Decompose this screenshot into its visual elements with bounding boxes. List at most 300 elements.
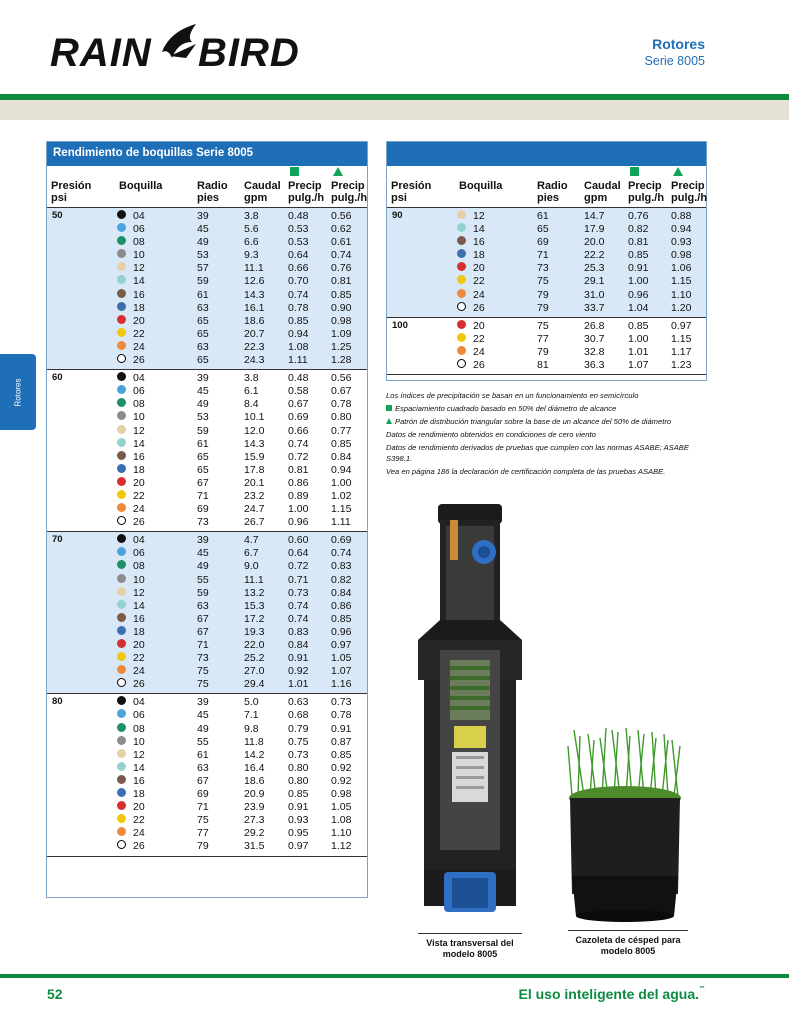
- cell-radius: 59: [197, 424, 209, 437]
- cell-radius: 75: [197, 814, 209, 827]
- cell-precip-triangle: 0.67: [331, 385, 352, 398]
- cell-nozzle: 12: [473, 210, 485, 222]
- header-radio: Radio pies: [537, 180, 568, 204]
- table-row: [47, 723, 367, 736]
- cell-radius: 53: [197, 411, 209, 424]
- nozzle-color-icon: [117, 451, 126, 460]
- nozzle-color-icon: [457, 249, 466, 258]
- cell-nozzle: 20: [473, 319, 485, 332]
- cell-radius: 39: [197, 696, 209, 709]
- table-row: [47, 464, 367, 477]
- cell-flow: 3.8: [244, 210, 259, 222]
- cell-flow: 32.8: [584, 345, 605, 358]
- table-row: [47, 709, 367, 722]
- cell-precip-triangle: 0.69: [331, 534, 352, 547]
- cell-nozzle: 18: [133, 301, 145, 314]
- cell-radius: 65: [537, 223, 549, 236]
- cell-precip-triangle: 0.62: [331, 223, 352, 236]
- triangle-spacing-icon: [673, 167, 683, 176]
- header-band: [0, 100, 789, 120]
- cell-nozzle: 16: [133, 612, 145, 625]
- cell-precip-triangle: 0.76: [331, 262, 352, 275]
- cell-precip-square: 0.66: [288, 262, 309, 275]
- note: Espaciamiento cuadrado basado en 50% del diámetro de alcance: [386, 403, 716, 414]
- cell-radius: 67: [197, 612, 209, 625]
- table-row: [47, 354, 367, 367]
- cell-precip-triangle: 1.05: [331, 801, 352, 814]
- header-precip-square: Precip pulg./h: [288, 180, 325, 204]
- cell-radius: 77: [197, 827, 209, 840]
- nozzle-color-icon: [117, 613, 126, 622]
- cell-flow: 26.8: [584, 319, 605, 332]
- table-row: [47, 547, 367, 560]
- cell-radius: 79: [537, 288, 549, 301]
- pressure-label: 70: [52, 534, 63, 546]
- cell-precip-square: 0.73: [288, 586, 309, 599]
- cell-flow: 11.1: [244, 262, 264, 275]
- table-row: [47, 477, 367, 490]
- cell-precip-triangle: 0.56: [331, 372, 352, 385]
- cell-flow: 27.3: [244, 814, 265, 827]
- cell-nozzle: 20: [133, 476, 145, 489]
- cell-precip-square: 0.69: [288, 411, 309, 424]
- pressure-group: [387, 208, 706, 318]
- cell-precip-triangle: 0.97: [671, 319, 692, 332]
- header-boquilla: Boquilla: [119, 180, 163, 192]
- table-row: [387, 346, 706, 359]
- cell-nozzle: 04: [133, 534, 145, 547]
- cell-flow: 22.0: [244, 639, 265, 651]
- cell-flow: 3.8: [244, 372, 259, 385]
- nozzle-color-icon: [117, 398, 126, 407]
- cell-precip-triangle: 0.77: [331, 424, 352, 437]
- footer-rule: [0, 974, 789, 978]
- table-row: [47, 262, 367, 275]
- table-row: [47, 289, 367, 302]
- cell-nozzle: 24: [133, 340, 145, 353]
- table-row: [387, 275, 706, 288]
- section-title: Rotores: [652, 36, 705, 52]
- nozzle-color-icon: [457, 289, 466, 298]
- cell-radius: 63: [197, 301, 209, 314]
- cell-flow: 14.2: [244, 748, 265, 761]
- cell-precip-triangle: 0.82: [331, 573, 352, 586]
- nozzle-color-icon: [117, 438, 126, 447]
- cell-precip-triangle: 0.94: [331, 463, 352, 476]
- nozzle-color-icon: [117, 678, 126, 687]
- table-row: [387, 302, 706, 315]
- cell-precip-triangle: 0.85: [331, 437, 352, 450]
- table-row: [387, 236, 706, 249]
- cell-precip-triangle: 0.87: [331, 735, 352, 748]
- nozzle-color-icon: [117, 600, 126, 609]
- cell-precip-square: 0.83: [288, 625, 309, 638]
- table-row: [47, 315, 367, 328]
- cell-flow: 15.3: [244, 599, 265, 612]
- cell-flow: 8.4: [244, 398, 259, 411]
- nozzle-table-right: [386, 141, 707, 381]
- cell-precip-triangle: 0.90: [331, 301, 352, 314]
- nozzle-color-icon: [117, 275, 126, 284]
- cell-nozzle: 24: [133, 503, 145, 516]
- nozzle-color-icon: [117, 289, 126, 298]
- cell-nozzle: 18: [473, 249, 485, 262]
- cell-flow: 4.7: [244, 534, 259, 547]
- cell-radius: 49: [197, 722, 209, 735]
- nozzle-color-icon: [117, 328, 126, 337]
- cell-radius: 45: [197, 385, 209, 398]
- cell-precip-triangle: 0.74: [331, 249, 352, 262]
- table-row: [47, 762, 367, 775]
- cell-radius: 75: [197, 665, 209, 678]
- cell-flow: 14.3: [244, 288, 265, 301]
- nozzle-color-icon: [117, 639, 126, 648]
- cell-precip-square: 0.64: [288, 249, 309, 262]
- cell-precip-triangle: 0.84: [331, 586, 352, 599]
- cell-precip-triangle: 1.10: [331, 827, 352, 840]
- cell-radius: 73: [537, 262, 549, 275]
- pressure-group: [47, 694, 367, 856]
- cell-precip-square: 0.73: [288, 748, 309, 761]
- table-row: [47, 534, 367, 547]
- cell-precip-square: 0.53: [288, 223, 309, 236]
- cell-radius: 61: [197, 288, 209, 301]
- cell-flow: 9.0: [244, 560, 259, 573]
- cell-nozzle: 04: [133, 210, 145, 222]
- cell-flow: 6.7: [244, 547, 259, 560]
- cell-radius: 67: [197, 774, 209, 787]
- footer-slogan: El uso inteligente del agua.™: [518, 986, 705, 1002]
- nozzle-color-icon: [457, 346, 466, 355]
- cell-radius: 59: [197, 586, 209, 599]
- cell-radius: 39: [197, 372, 209, 385]
- cell-nozzle: 26: [473, 301, 485, 314]
- cell-precip-triangle: 1.11: [331, 516, 351, 529]
- table-row: [47, 696, 367, 709]
- cell-radius: 49: [197, 398, 209, 411]
- cell-precip-square: 0.89: [288, 489, 309, 502]
- nozzle-color-icon: [117, 827, 126, 836]
- pressure-label: 90: [392, 210, 403, 221]
- cell-flow: 30.7: [584, 332, 605, 345]
- cell-nozzle: 10: [133, 573, 145, 586]
- cell-radius: 73: [197, 516, 209, 529]
- cell-flow: 19.3: [244, 625, 265, 638]
- side-tab[interactable]: Rotores: [0, 354, 36, 430]
- header-precip-triangle: Precip pulg./h: [671, 180, 708, 204]
- nozzle-color-icon: [117, 262, 126, 271]
- square-spacing-icon: [290, 167, 299, 176]
- nozzle-color-icon: [117, 425, 126, 434]
- table-row: [47, 626, 367, 639]
- pressure-label: 80: [52, 696, 63, 708]
- cell-radius: 39: [197, 210, 209, 222]
- cell-nozzle: 22: [473, 275, 485, 288]
- cell-nozzle: 26: [133, 840, 145, 853]
- cell-precip-triangle: 1.09: [331, 327, 352, 340]
- cell-radius: 75: [537, 275, 549, 288]
- nozzle-color-icon: [457, 223, 466, 232]
- cell-precip-triangle: 1.23: [671, 359, 692, 372]
- cell-radius: 39: [197, 534, 209, 547]
- table-row: [47, 678, 367, 691]
- nozzle-color-icon: [457, 262, 466, 271]
- cell-precip-triangle: 1.10: [671, 288, 692, 301]
- cell-radius: 65: [197, 450, 209, 463]
- table-row: [47, 665, 367, 678]
- table-row: [387, 359, 706, 372]
- cell-radius: 55: [197, 735, 209, 748]
- cell-flow: 33.7: [584, 301, 605, 314]
- table-row: [387, 333, 706, 346]
- table-notes: [386, 390, 716, 479]
- cell-precip-square: 0.84: [288, 639, 309, 651]
- cell-precip-square: 0.74: [288, 437, 309, 450]
- cell-precip-square: 1.08: [288, 340, 309, 353]
- nozzle-color-icon: [457, 210, 466, 219]
- square-marker-icon: [386, 405, 392, 411]
- cell-flow: 15.9: [244, 450, 265, 463]
- cell-flow: 29.2: [244, 827, 265, 840]
- cell-precip-triangle: 0.73: [331, 696, 352, 709]
- cell-precip-square: 0.93: [288, 814, 309, 827]
- cell-nozzle: 12: [133, 262, 145, 275]
- nozzle-color-icon: [117, 477, 126, 486]
- cell-precip-triangle: 1.17: [671, 345, 692, 358]
- nozzle-color-icon: [117, 762, 126, 771]
- cell-nozzle: 10: [133, 411, 145, 424]
- nozzle-color-icon: [117, 236, 126, 245]
- cell-flow: 7.1: [244, 709, 259, 722]
- cell-radius: 49: [197, 236, 209, 249]
- rotor-caption: Vista transversal del modelo 8005: [418, 933, 522, 960]
- cell-precip-square: 0.94: [288, 327, 309, 340]
- cell-nozzle: 08: [133, 236, 145, 249]
- cell-radius: 71: [197, 489, 209, 502]
- cell-precip-square: 0.85: [288, 788, 309, 801]
- cell-nozzle: 22: [473, 332, 485, 345]
- nozzle-color-icon: [117, 341, 126, 350]
- cell-precip-square: 1.00: [628, 275, 649, 288]
- cell-precip-triangle: 1.15: [671, 275, 692, 288]
- nozzle-color-icon: [117, 223, 126, 232]
- cell-flow: 25.2: [244, 652, 265, 665]
- table-row: [47, 736, 367, 749]
- cell-precip-square: 0.91: [628, 262, 649, 275]
- table-row: [47, 210, 367, 223]
- nozzle-color-icon: [117, 665, 126, 674]
- cell-precip-square: 0.70: [288, 275, 309, 288]
- header-boquilla: Boquilla: [459, 180, 503, 192]
- cell-precip-square: 0.75: [288, 735, 309, 748]
- pressure-label: 100: [392, 319, 408, 331]
- cell-precip-square: 0.64: [288, 547, 309, 560]
- nozzle-color-icon: [117, 210, 126, 219]
- cell-radius: 75: [537, 319, 549, 332]
- table-row: [47, 587, 367, 600]
- cell-radius: 73: [197, 652, 209, 665]
- cell-precip-square: 0.58: [288, 385, 309, 398]
- cell-radius: 61: [197, 437, 209, 450]
- cell-flow: 17.9: [584, 223, 605, 236]
- header-caudal: Caudal gpm: [584, 180, 621, 204]
- cell-precip-triangle: 0.78: [331, 709, 352, 722]
- note: Patrón de distribución triangular sobre la base de un alcance del 50% de diámetro: [386, 416, 716, 427]
- table-row: [47, 516, 367, 529]
- cell-flow: 17.8: [244, 463, 265, 476]
- cell-precip-square: 1.04: [628, 301, 649, 314]
- cell-precip-triangle: 0.96: [331, 625, 352, 638]
- table-row: [47, 490, 367, 503]
- page-number: 52: [47, 986, 63, 1002]
- nozzle-table-left: [46, 141, 368, 898]
- header-presion: Presión psi: [391, 180, 432, 204]
- cell-radius: 65: [197, 463, 209, 476]
- cell-radius: 53: [197, 249, 209, 262]
- cell-radius: 65: [197, 314, 209, 327]
- table-row: [47, 236, 367, 249]
- triangle-spacing-icon: [333, 167, 343, 176]
- cell-flow: 31.0: [584, 288, 605, 301]
- cell-precip-square: 0.85: [628, 249, 649, 262]
- cell-flow: 23.9: [244, 801, 265, 814]
- nozzle-color-icon: [117, 249, 126, 258]
- cell-radius: 77: [537, 332, 549, 345]
- table-row: [47, 503, 367, 516]
- cell-precip-square: 0.91: [288, 652, 309, 665]
- cell-radius: 65: [197, 354, 209, 367]
- cell-radius: 55: [197, 573, 209, 586]
- cell-nozzle: 24: [133, 827, 145, 840]
- cell-precip-triangle: 1.08: [331, 814, 352, 827]
- cell-flow: 6.1: [244, 385, 259, 398]
- nozzle-color-icon: [117, 652, 126, 661]
- cell-nozzle: 18: [133, 463, 145, 476]
- cell-nozzle: 20: [473, 262, 485, 275]
- table-row: [47, 827, 367, 840]
- nozzle-color-icon: [117, 574, 126, 583]
- cell-precip-triangle: 0.93: [671, 236, 692, 249]
- cell-nozzle: 18: [133, 788, 145, 801]
- cell-precip-square: 0.67: [288, 398, 309, 411]
- cell-radius: 63: [197, 599, 209, 612]
- nozzle-color-icon: [117, 516, 126, 525]
- nozzle-color-icon: [457, 302, 466, 311]
- cell-radius: 45: [197, 223, 209, 236]
- cell-flow: 9.8: [244, 722, 259, 735]
- cell-flow: 6.6: [244, 236, 259, 249]
- cell-precip-triangle: 1.12: [331, 840, 352, 853]
- pressure-group: [47, 370, 367, 532]
- cell-radius: 69: [197, 503, 209, 516]
- cell-flow: 25.3: [584, 262, 605, 275]
- nozzle-color-icon: [457, 275, 466, 284]
- cell-nozzle: 22: [133, 814, 145, 827]
- cell-precip-square: 1.00: [628, 332, 649, 345]
- table-row: [387, 320, 706, 333]
- cell-precip-square: 0.74: [288, 612, 309, 625]
- cell-flow: 18.6: [244, 774, 265, 787]
- cell-flow: 16.1: [244, 301, 265, 314]
- cell-precip-square: 0.80: [288, 774, 309, 787]
- cell-nozzle: 12: [133, 424, 145, 437]
- cell-radius: 49: [197, 560, 209, 573]
- table-row: [47, 438, 367, 451]
- nozzle-color-icon: [117, 814, 126, 823]
- cell-nozzle: 26: [133, 516, 145, 529]
- nozzle-color-icon: [117, 547, 126, 556]
- table-row: [47, 801, 367, 814]
- cell-precip-triangle: 0.85: [331, 612, 352, 625]
- cell-flow: 16.4: [244, 761, 265, 774]
- nozzle-color-icon: [117, 788, 126, 797]
- cell-nozzle: 20: [133, 639, 145, 651]
- table-row: [387, 223, 706, 236]
- cell-precip-triangle: 1.02: [331, 489, 352, 502]
- cell-flow: 12.0: [244, 424, 265, 437]
- cell-radius: 69: [537, 236, 549, 249]
- table-title: Rendimiento de boquillas Serie 8005: [47, 142, 367, 166]
- header-precip-triangle: Precip pulg./h: [331, 180, 368, 204]
- cell-nozzle: 12: [133, 748, 145, 761]
- cell-precip-triangle: 0.94: [671, 223, 692, 236]
- cell-flow: 20.0: [584, 236, 605, 249]
- cell-precip-triangle: 0.80: [331, 411, 352, 424]
- cell-radius: 45: [197, 709, 209, 722]
- cell-flow: 11.8: [244, 735, 264, 748]
- table-row: [47, 249, 367, 262]
- cell-precip-triangle: 1.07: [331, 665, 352, 678]
- cell-flow: 18.6: [244, 314, 265, 327]
- nozzle-color-icon: [117, 302, 126, 311]
- header-caudal: Caudal gpm: [244, 180, 281, 204]
- header-radio: Radio pies: [197, 180, 228, 204]
- cell-nozzle: 26: [473, 359, 485, 372]
- table-row: [387, 289, 706, 302]
- nozzle-color-icon: [457, 236, 466, 245]
- cell-nozzle: 16: [473, 236, 485, 249]
- cell-radius: 67: [197, 625, 209, 638]
- cell-flow: 22.2: [584, 249, 605, 262]
- cell-radius: 81: [537, 359, 549, 372]
- cell-nozzle: 06: [133, 385, 145, 398]
- cell-nozzle: 22: [133, 489, 145, 502]
- cell-precip-square: 0.72: [288, 450, 309, 463]
- cell-precip-square: 1.01: [628, 345, 649, 358]
- table-row: [47, 652, 367, 665]
- cell-precip-square: 0.86: [288, 476, 309, 489]
- section-subtitle: Serie 8005: [644, 54, 705, 68]
- nozzle-color-icon: [117, 560, 126, 569]
- cell-nozzle: 16: [133, 450, 145, 463]
- cell-precip-square: 0.76: [628, 210, 649, 222]
- pressure-label: 60: [52, 372, 63, 384]
- nozzle-color-icon: [117, 801, 126, 810]
- note: Datos de rendimiento derivados de pruebas que cumplen con las normas ASABE; ASABE S398.1.: [386, 443, 689, 463]
- table-row: [47, 814, 367, 827]
- nozzle-color-icon: [117, 385, 126, 394]
- table-row: [47, 574, 367, 587]
- cell-flow: 13.2: [244, 586, 265, 599]
- cell-precip-triangle: 0.85: [331, 288, 352, 301]
- cell-nozzle: 24: [473, 288, 485, 301]
- cell-precip-triangle: 0.98: [671, 249, 692, 262]
- table-row: [47, 600, 367, 613]
- cell-precip-triangle: 0.56: [331, 210, 352, 222]
- table-row: [47, 411, 367, 424]
- rain-bird-logo: [50, 22, 300, 76]
- cell-precip-triangle: 1.28: [331, 354, 352, 367]
